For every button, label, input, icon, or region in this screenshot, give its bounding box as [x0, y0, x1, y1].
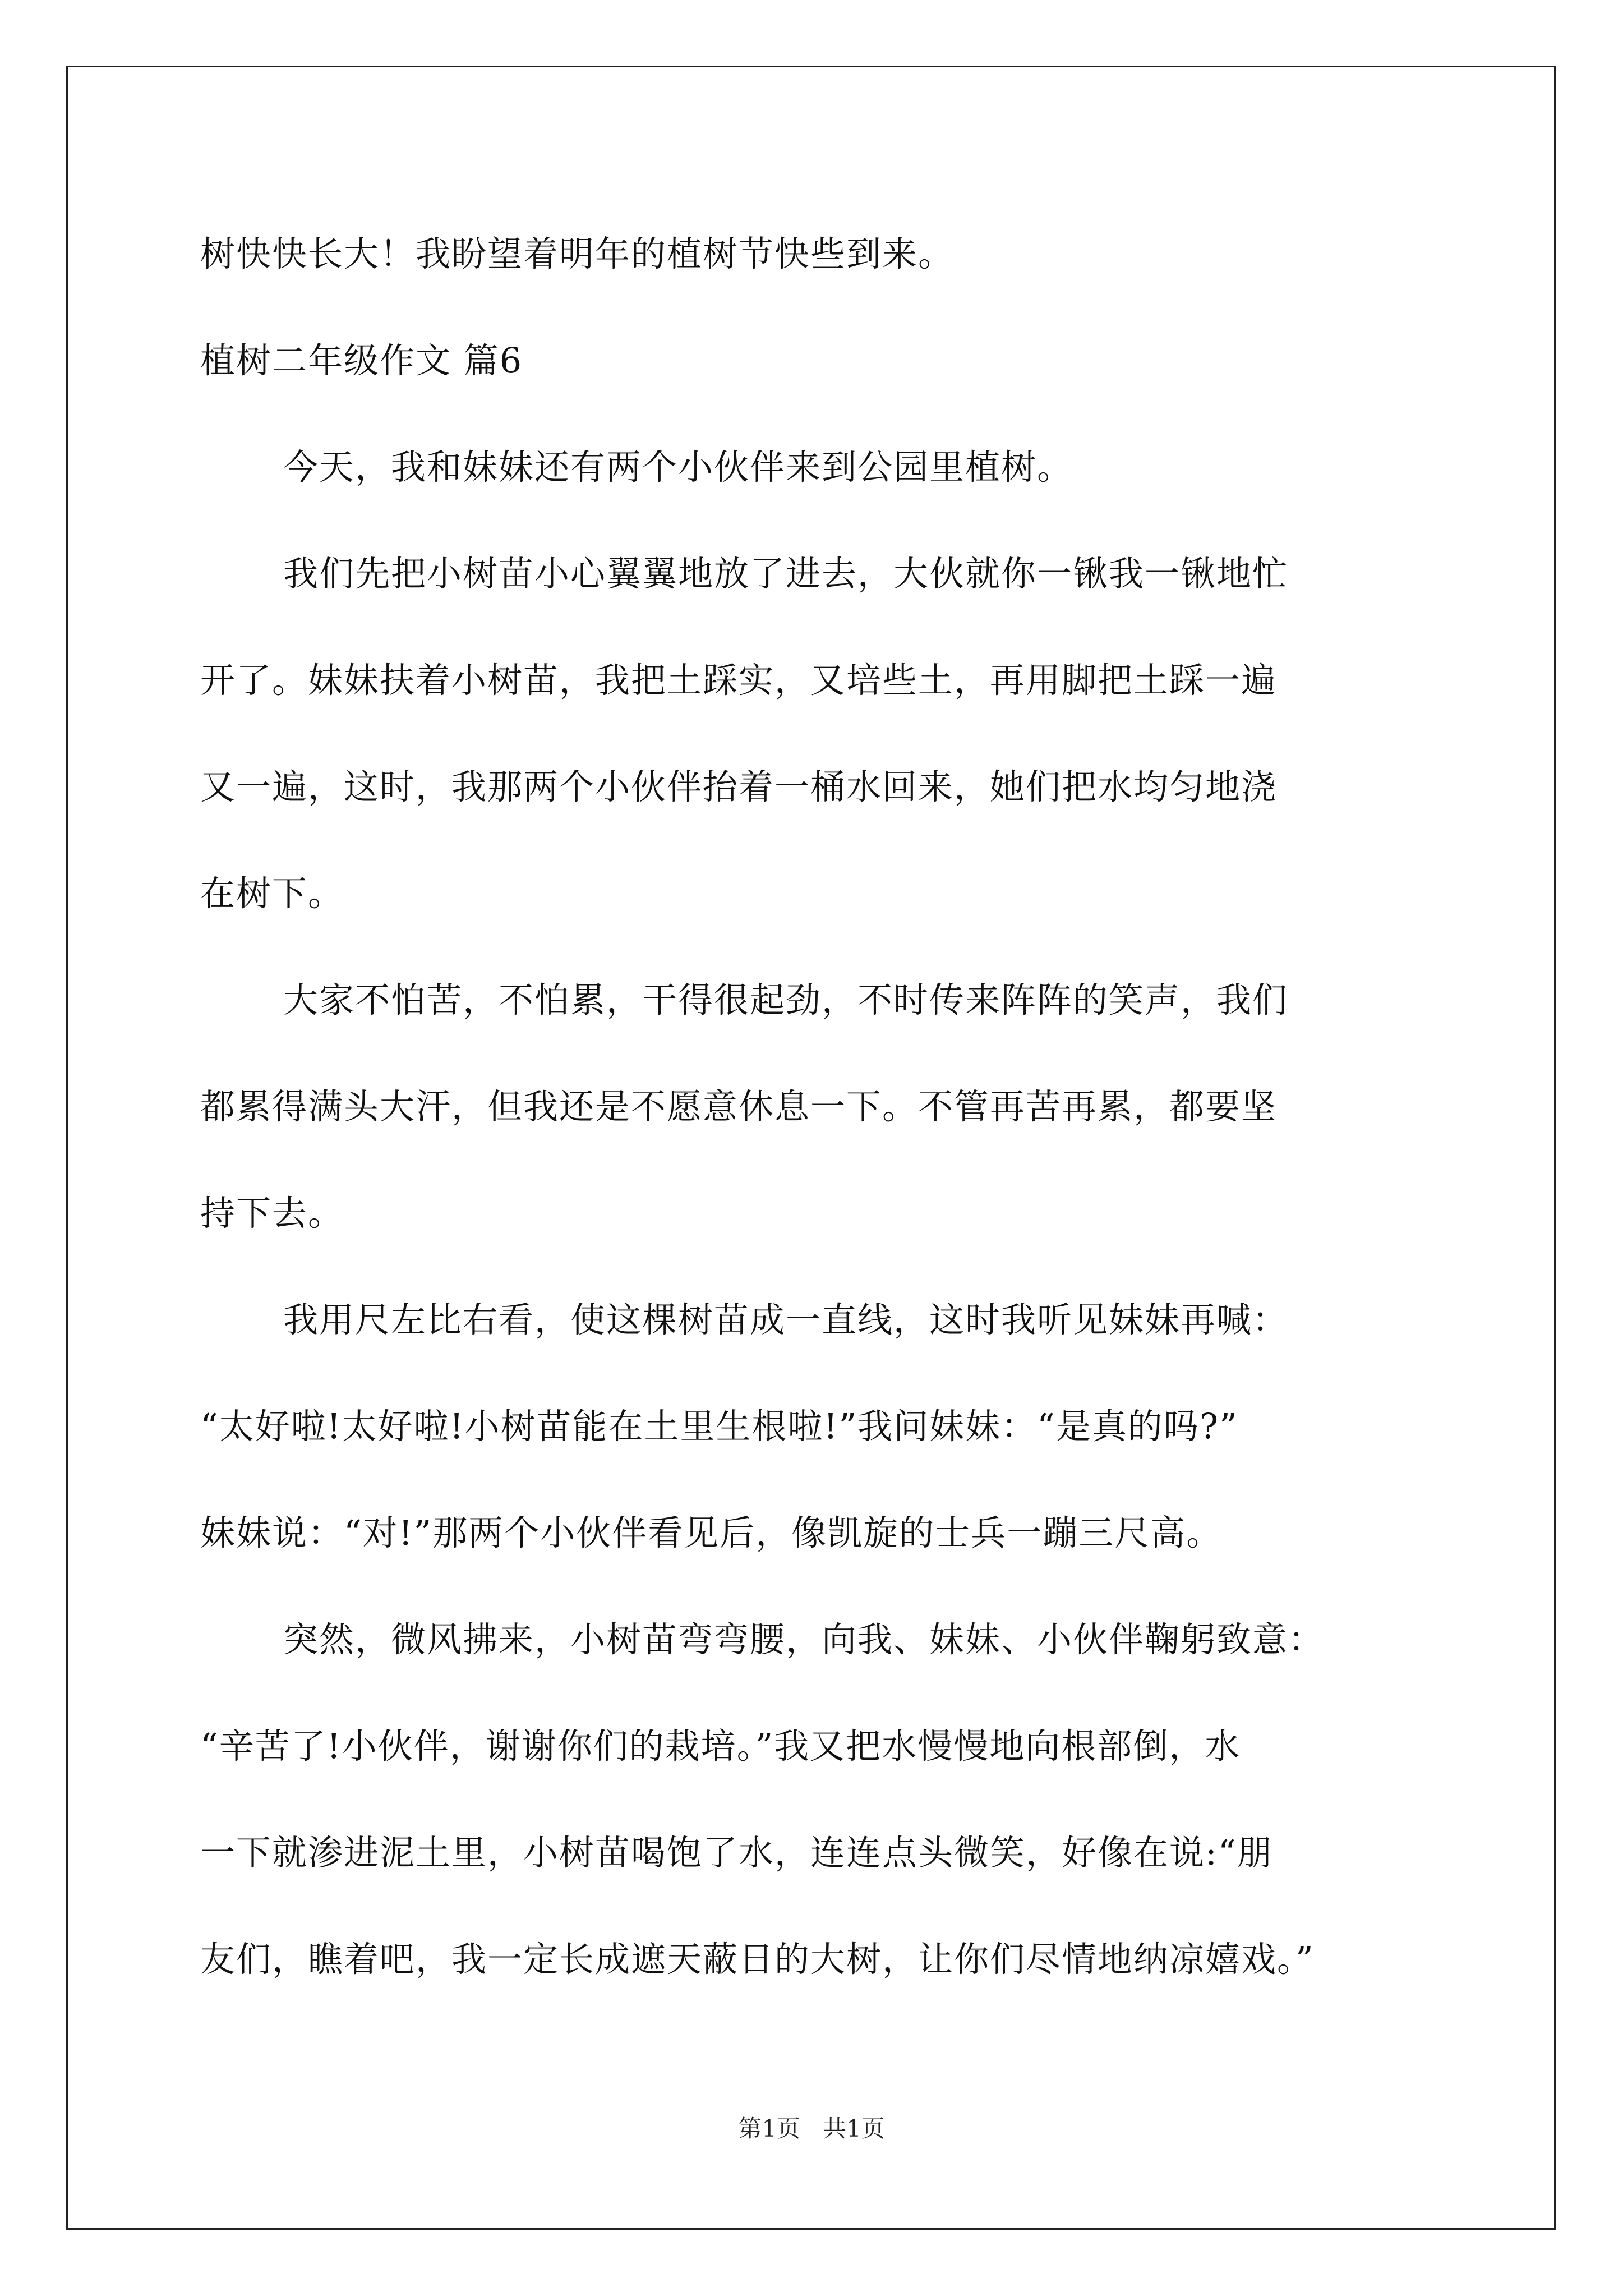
paragraph-line: “太好啦!太好啦!小树苗能在土里生根啦!”我问妹妹：“是真的吗?” — [200, 1406, 1238, 1447]
paragraph-line: “辛苦了!小伙伴，谢谢你们的栽培。”我又把水慢慢地向根部倒，水 — [200, 1726, 1241, 1766]
paragraph-line: 我们先把小树苗小心翼翼地放了进去，大伙就你一锹我一锹地忙 — [283, 553, 1289, 594]
paragraph-line: 在树下。 — [200, 873, 344, 914]
paragraph-line: 友们，瞧着吧，我一定长成遮天蔽日的大树，让你们尽情地纳凉嬉戏。” — [200, 1939, 1315, 1980]
section-heading: 植树二年级作文 篇6 — [200, 340, 523, 381]
paragraph-line: 我用尺左比右看，使这棵树苗成一直线，这时我听见妹妹再喊： — [283, 1299, 1289, 1340]
paragraph-line: 今天，我和妹妹还有两个小伙伴来到公园里植树。 — [283, 447, 1073, 487]
paragraph-line: 又一遍，这时，我那两个小伙伴抬着一桶水回来，她们把水均匀地浇 — [200, 766, 1278, 807]
page-border — [66, 66, 1556, 2230]
page-footer: 第1页 共1页 — [738, 2115, 885, 2142]
paragraph-line: 大家不怕苦，不怕累，干得很起劲，不时传来阵阵的笑声，我们 — [283, 979, 1289, 1020]
text-line: 树快快长大！我盼望着明年的植树节快些到来。 — [200, 233, 955, 274]
paragraph-line: 突然，微风拂来，小树苗弯弯腰，向我、妹妹、小伙伴鞠躬致意： — [283, 1619, 1325, 1660]
paragraph-line: 开了。妹妹扶着小树苗，我把土踩实，又培些土，再用脚把土踩一遍 — [200, 660, 1278, 701]
paragraph-line: 妹妹说：“对!”那两个小伙伴看见后，像凯旋的士兵一蹦三尺高。 — [200, 1512, 1223, 1553]
paragraph-line: 一下就渗进泥土里，小树苗喝饱了水，连连点头微笑，好像在说:“朋 — [200, 1832, 1273, 1873]
paragraph-line: 都累得满头大汗，但我还是不愿意休息一下。不管再苦再累，都要坚 — [200, 1086, 1278, 1127]
paragraph-line: 持下去。 — [200, 1193, 344, 1234]
